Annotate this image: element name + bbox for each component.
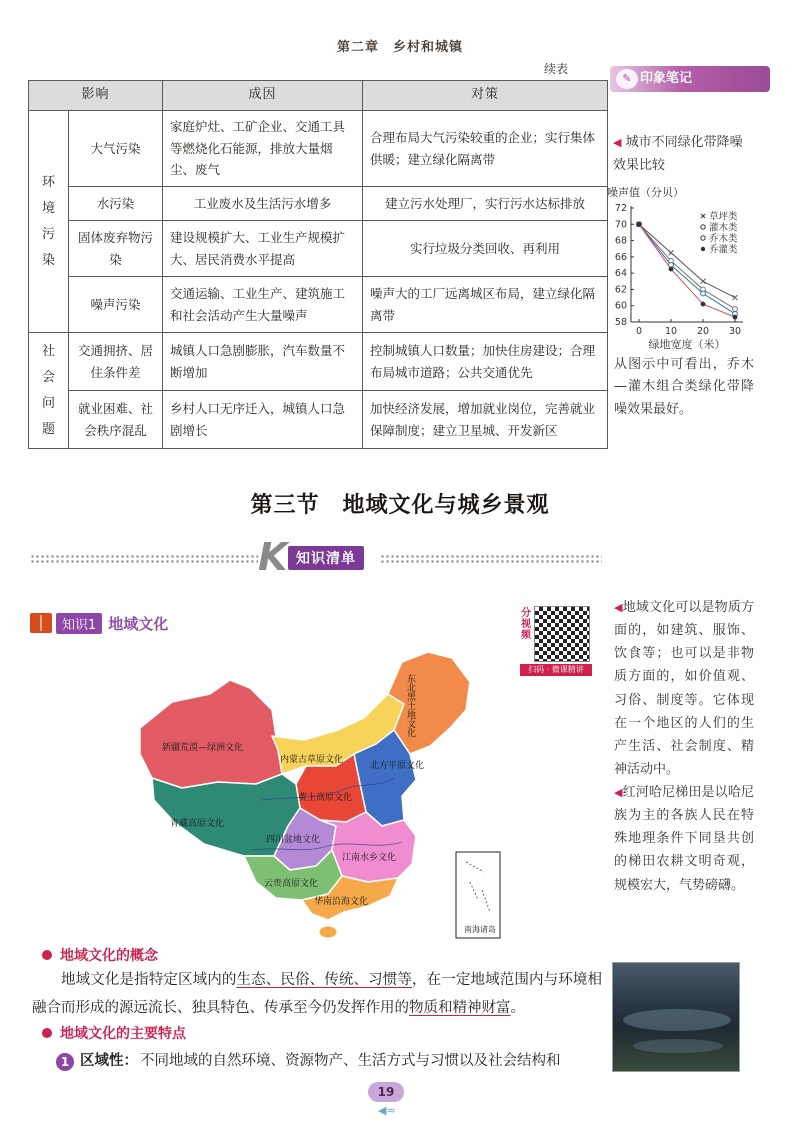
header-measure: 对策: [363, 81, 608, 111]
series-point: [733, 295, 738, 300]
table-row: [29, 277, 608, 333]
triangle-marker-icon: ◀: [614, 601, 623, 614]
region-label-huangtu: 黄土高原文化: [298, 793, 353, 803]
knowledge-list-label: 知识清单: [288, 546, 364, 570]
series-point: [701, 279, 706, 284]
chapter-header: 第二章 乡村和城镇: [336, 40, 463, 55]
y-tick-label: 62: [614, 284, 627, 296]
chart-caption: [613, 132, 753, 178]
dotted-divider-right: [380, 554, 602, 564]
region-label-jiangnan: 江南水乡文化: [342, 853, 397, 863]
table-row: [29, 391, 608, 449]
y-tick-label: 64: [614, 268, 627, 280]
page-number: 19: [368, 1082, 404, 1102]
table-row: [29, 221, 608, 277]
culture-region-map: [132, 650, 504, 942]
series-point: [701, 302, 706, 307]
cause-cell: 家庭炉灶、工矿企业、交通工具等燃烧化石能源，排放大量烟尘、废气: [163, 111, 363, 187]
south-sea-inset: [456, 852, 500, 938]
region-label-beifang: 北方平原文化: [370, 761, 425, 771]
knowledge-title: 地域文化: [108, 614, 169, 633]
side-note-2: ◀红河哈尼梯田是以哈尼族为主的各族人民在特殊地理条件下同垦共创的梯田农耕文明奇观，规模宏大，气势磅礴。: [614, 785, 754, 893]
qr-side-label: 分视频: [521, 608, 531, 641]
x-tick-label: 20: [696, 326, 710, 337]
table-header-row: [29, 81, 608, 111]
category-environment: 环境污染: [29, 111, 69, 333]
qr-code-icon[interactable]: [534, 606, 590, 662]
notes-banner-label: 印象笔记: [640, 71, 693, 86]
triangle-marker-icon: ◀: [613, 136, 622, 149]
table-row: [29, 333, 608, 391]
y-tick-label: 70: [614, 219, 627, 231]
knowledge-list-badge: [258, 535, 378, 579]
series-point: [733, 315, 738, 320]
qr-caption: 扫码 · 微课精讲: [520, 664, 592, 676]
impact-cell: 噪声污染: [69, 277, 163, 333]
dotted-divider-left: [30, 554, 258, 564]
k-letter-icon: K: [258, 535, 288, 579]
impact-cell: 固体废弃物污染: [69, 221, 163, 277]
cause-cell: 建设规模扩大、工业生产规模扩大、居民消费水平提高: [163, 221, 363, 277]
book-icon: [30, 613, 52, 633]
legend-entry: 灌木类: [709, 222, 738, 234]
knowledge-tag: 知识1: [56, 613, 102, 634]
legend-marker: [701, 236, 705, 240]
triangle-marker-icon: ◀: [614, 786, 623, 799]
notes-banner: [610, 66, 770, 92]
x-axis-title: 绿地宽度（米）: [648, 338, 726, 351]
urban-problem-table: [28, 80, 608, 449]
region-label-dongbei: 东北黑土地文化: [405, 674, 415, 737]
qr-video-block[interactable]: [520, 606, 592, 676]
measure-cell: 噪声大的工厂远离城区布局，建立绿化隔离带: [363, 277, 608, 333]
measure-cell: 控制城镇人口数量；加快住房建设；合理布局城市道路；公共交通优先: [363, 333, 608, 391]
measure-cell: 建立污水处理厂，实行污水达标排放: [363, 187, 608, 221]
feature-text: 不同地域的自然环境、资源物产、生活方式与习惯以及社会结构和: [140, 1053, 561, 1069]
side-note-1: ◀地域文化可以是物质方面的，如建筑、服饰、饮食等；也可以是非物质方面的，如价值观、习俗、制度等。它体现在一个地区的人们的生产生活、社会制度、精神活动中。: [614, 600, 754, 777]
region-label-sichuan: 四川盆地文化: [266, 835, 321, 845]
region-label-yungui: 云贵高原文化: [264, 879, 319, 889]
header-impact: 影响: [29, 81, 163, 111]
chart-legend: [701, 211, 738, 256]
legend-entry: 乔灌类: [709, 244, 738, 256]
concept-paragraph: 地域文化是指特定区域内的生态、民俗、传统、习惯等，在一定地域范围内与环境相融合而形成的源远流长、独具特色、传承至今仍发挥作用的物质和精神财富。: [32, 972, 602, 1017]
features-heading: 地域文化的主要特点: [42, 1023, 186, 1043]
y-tick-label: 66: [614, 251, 627, 263]
region-label-neimenggu: 内蒙古草原文化: [280, 755, 344, 765]
noise-chart: [603, 186, 763, 352]
south-sea-label: 南海诸岛: [464, 925, 496, 934]
y-tick-label: 60: [614, 300, 627, 312]
series-point: [733, 307, 738, 312]
knowledge-heading: [30, 612, 168, 634]
x-tick-label: 0: [635, 326, 643, 337]
x-tick-label: 10: [664, 326, 678, 337]
bullet-dot-icon: [42, 1028, 52, 1038]
region-label-xinjiang: 新疆荒漠—绿洲文化: [162, 743, 244, 753]
x-tick-label: 30: [728, 326, 742, 337]
chart-summary: 从图示中可看出，乔木—灌木组合类绿化带降噪效果最好。: [614, 357, 754, 417]
cause-cell: 城镇人口急剧膨胀，汽车数量不断增加: [163, 333, 363, 391]
legend-entry: 乔木类: [709, 233, 738, 245]
impact-cell: 大气污染: [69, 111, 163, 187]
notes-logo-icon: ✎: [616, 69, 638, 89]
measure-cell: 加快经济发展，增加就业岗位，完善就业保障制度；建立卫星城、开发新区: [363, 391, 608, 449]
series-point: [637, 222, 642, 227]
y-tick-label: 58: [614, 317, 627, 328]
feature-term: 区域性：: [80, 1053, 138, 1069]
impact-cell: 水污染: [69, 187, 163, 221]
region-xinjiang: [140, 680, 282, 788]
fish-ornament-icon: ◀≈: [378, 1104, 396, 1117]
legend-marker: [701, 225, 705, 229]
cause-cell: 工业废水及生活污水增多: [163, 187, 363, 221]
terrace-photo: [612, 962, 740, 1072]
cause-cell: 交通运输、工业生产、建筑施工和社会活动产生大量噪声: [163, 277, 363, 333]
y-tick-label: 68: [614, 235, 627, 247]
feature-regional: [56, 1048, 604, 1076]
table-row: [29, 187, 608, 221]
bullet-dot-icon: [42, 950, 52, 960]
side-notes: [614, 596, 754, 897]
region-label-qingzang: 青藏高原文化: [170, 819, 225, 829]
legend-entry: 草坪类: [709, 211, 738, 223]
y-axis-title: 噪声值（分贝）: [607, 186, 684, 199]
region-label-huanan: 华南沿海文化: [314, 897, 369, 907]
series-point: [669, 250, 674, 255]
table-row: [29, 111, 608, 187]
section-title: 第三节 地域文化与城乡景观: [250, 492, 550, 518]
legend-marker: [701, 247, 705, 251]
continued-label: 续表: [544, 62, 569, 76]
chart-caption-text: 城市不同绿化带降噪效果比较: [613, 135, 743, 173]
y-tick-label: 72: [614, 203, 627, 214]
hainan-island: [319, 926, 337, 938]
measure-cell: 实行垃圾分类回收、再利用: [363, 221, 608, 277]
impact-cell: 交通拥挤、居住条件差: [69, 333, 163, 391]
cause-cell: 乡村人口无序迁入，城镇人口急剧增长: [163, 391, 363, 449]
concept-heading: 地域文化的概念: [42, 945, 158, 965]
feature-number-badge: 1: [56, 1053, 74, 1071]
category-social: 社会问题: [29, 333, 69, 449]
series-point: [701, 291, 706, 296]
measure-cell: 合理布局大气污染较重的企业；实行集体供暖；建立绿化隔离带: [363, 111, 608, 187]
header-cause: 成因: [163, 81, 363, 111]
impact-cell: 就业困难、社会秩序混乱: [69, 391, 163, 449]
series-point: [669, 267, 674, 272]
